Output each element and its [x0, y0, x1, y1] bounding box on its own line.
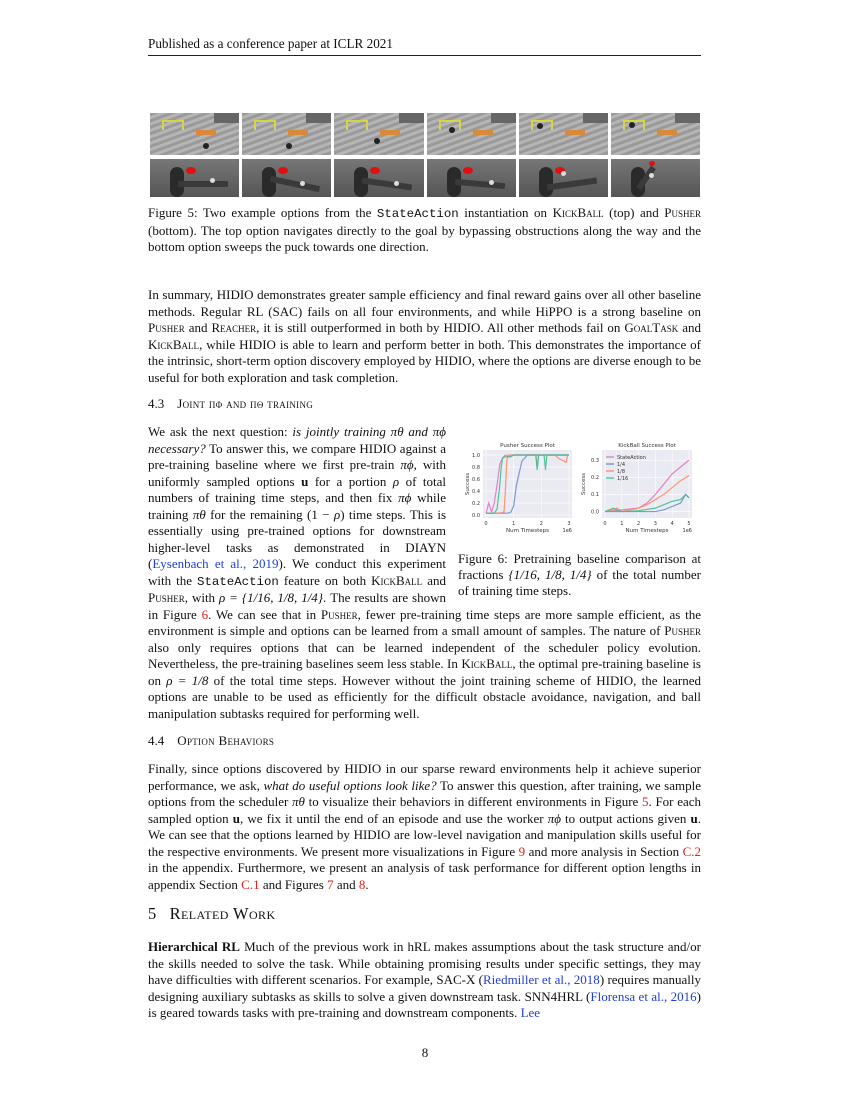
figure-5-images — [150, 113, 700, 198]
pusher-frame — [519, 159, 608, 197]
text-span: (bottom). The top option navigates directly to the goal by bypassing obstructions along the way and the bottom option sweeps the puck towards one direction. — [148, 222, 701, 254]
text-span: {1/16, 1/8, 1/4} — [508, 567, 592, 582]
text-span: Pusher — [320, 606, 358, 622]
text-span: Pusher — [664, 623, 701, 638]
text-span: for the remaining (1 − — [205, 506, 334, 522]
y-tick-label: 0.0 — [472, 512, 480, 519]
text-span: KickBall — [148, 336, 200, 352]
kickball-frame — [519, 113, 608, 155]
text-span: (top) and — [603, 205, 665, 220]
y-tick-label: 0.3 — [591, 457, 599, 464]
text-span: what do useful options look like? — [263, 777, 437, 793]
kickball-frame — [427, 113, 516, 155]
text-span: πθ — [192, 506, 206, 522]
text-span: Pusher — [148, 590, 185, 605]
text-span: instantiation on — [458, 205, 553, 220]
running-header: Published as a conference paper at ICLR 2021 — [148, 36, 701, 56]
chart-title: Pusher Success Plot — [500, 443, 555, 449]
y-tick-label: 0.1 — [591, 492, 599, 499]
text-span: . We can see that in — [208, 606, 321, 622]
section-number: 4.3 — [148, 396, 165, 411]
cross-reference-link[interactable]: 8 — [358, 876, 366, 892]
figure-5-caption — [148, 205, 701, 256]
cross-reference-link[interactable]: 9 — [518, 843, 526, 859]
text-span: Figure 6: Pretraining baseline comparison at fractions — [458, 551, 701, 582]
page-number: 8 — [421, 1045, 429, 1060]
text-span: ). We conduct this experiment with the — [148, 556, 446, 588]
text-span: GoalTask — [624, 320, 679, 335]
text-span: in the appendix. Furthermore, we present an analysis of task performance for different option lengths in appendix Section — [148, 860, 701, 892]
x-axis-label: Num Timesteps — [506, 528, 549, 534]
text-span: , the optimal pre-training baseline is on — [148, 656, 701, 688]
citation-link[interactable]: Eysenbach et al., 2019 — [152, 556, 279, 571]
text-span: of the total number of training time steps. — [458, 567, 702, 598]
text-span: We ask the next question: — [148, 424, 293, 439]
text-span: ) time steps. This is essentially using pre-trained options for downstream higher-level tasks as demonstrated in DIAYN ( — [148, 506, 447, 571]
text-span: . For each sampled option — [148, 794, 702, 826]
x-tick-label: 2 — [637, 521, 641, 527]
text-span: , while HIDIO is able to learn and perform better in both. This demonstrates the importance of the intrinsic, short-term option discovery employed by HIDIO, where the options are diverse enough to be useful for both exploration and task completion. — [148, 336, 701, 385]
citation-link[interactable]: Riedmiller et al., 2018 — [483, 972, 600, 987]
text-span: Pusher — [664, 205, 701, 220]
text-span: Figure 5: Two example options from the — [148, 205, 377, 220]
x-axis-label: Num Timesteps — [625, 528, 669, 534]
plot-area — [483, 450, 572, 518]
cross-reference-link[interactable]: 7 — [327, 876, 334, 892]
text-span: , fewer pre-training time steps are more sample efficient, as the environment is simple and options can be learned from a small amount of samples. The nature of — [148, 606, 701, 638]
pusher-frame — [334, 159, 423, 197]
section-number: 4.4 — [148, 733, 165, 748]
section-title: Related Work — [169, 904, 276, 923]
related-work-paragraph — [148, 939, 701, 1022]
cross-reference-link[interactable]: 6 — [201, 606, 209, 622]
x-tick-label: 4 — [670, 521, 674, 527]
y-tick-label: 0.6 — [472, 476, 480, 483]
text-span: for a portion — [308, 473, 393, 489]
text-span: , with — [184, 590, 219, 605]
x-scale-label: 1e6 — [562, 528, 572, 534]
text-span: u — [690, 810, 698, 826]
text-span: and — [184, 320, 212, 335]
text-span: ) requires manually designing auxiliary subtasks as skills to solve a given downstream task. SNN4HRL ( — [148, 972, 702, 1004]
section-4-4-heading — [148, 733, 701, 749]
section-5-heading — [148, 904, 701, 924]
y-axis-label: Success — [581, 472, 587, 496]
text-span: πθ — [292, 794, 305, 809]
text-span: . We can see that the options learned by HIDIO are low-level navigation and manipulation skills useful for the respective environments. We present more visualizations in Figure — [148, 810, 702, 859]
y-tick-label: 0.4 — [472, 488, 480, 495]
summary-paragraph — [148, 287, 701, 386]
cross-reference-link[interactable]: C.2 — [682, 843, 701, 859]
legend-label: StateAction — [617, 454, 646, 461]
text-span: , with uniformly sampled options — [148, 457, 446, 489]
text-span: πϕ — [547, 810, 561, 826]
kickball-frame — [150, 113, 239, 155]
text-span: and — [333, 876, 359, 892]
text-span: In summary, HIDIO demonstrates greater sample efficiency and final reward gains over all other baseline methods. Regular RL (SAC) fails on all four environments, and while HiPPO is a strong baseline on — [148, 287, 701, 319]
text-span: KickBall — [371, 572, 423, 588]
text-span: KickBall — [461, 656, 513, 671]
text-span: is jointly training πθ and πϕ necessary? — [148, 424, 446, 456]
pusher-frame — [242, 159, 331, 197]
cross-reference-link[interactable]: C.1 — [241, 876, 260, 892]
text-span: to output actions given — [560, 810, 691, 826]
text-span: and more analysis in Section — [525, 843, 683, 859]
text-span: StateAction — [197, 574, 279, 589]
section-4-3-heading — [148, 396, 701, 412]
y-tick-label: 0.0 — [591, 509, 599, 516]
citation-link[interactable]: Lee — [520, 1005, 541, 1020]
text-span: u — [301, 473, 309, 489]
pusher-frame — [150, 159, 239, 197]
x-tick-label: 0 — [484, 521, 488, 527]
legend-label: 1/8 — [617, 468, 626, 475]
text-span: u — [232, 810, 240, 826]
x-tick-label: 0 — [603, 521, 607, 527]
text-span: feature on both — [278, 572, 372, 588]
text-span: of total numbers of training time steps, and then fix — [148, 473, 447, 505]
text-span: . The results are shown in Figure — [148, 590, 446, 622]
text-span: To answer this, we compare HIDIO against a pre-training baseline where we first pre-train — [148, 440, 446, 472]
y-tick-label: 1.0 — [472, 452, 480, 459]
text-span: KickBall — [552, 205, 604, 220]
text-span: ρ = {1/16, 1/8, 1/4} — [219, 590, 324, 605]
text-span: Hierarchical RL — [148, 939, 240, 954]
text-span: Reacher — [211, 320, 257, 335]
citation-link[interactable]: Florensa et al., 2016 — [590, 988, 697, 1004]
kickball-frame — [611, 113, 700, 155]
kickball-frames — [150, 113, 700, 155]
figure-6-caption — [458, 551, 701, 599]
section-title: Option Behaviors — [177, 733, 275, 748]
option-behaviors-paragraph — [148, 761, 701, 893]
text-span: and Figures — [259, 876, 328, 892]
x-scale-label: 1e6 — [682, 528, 692, 534]
pusher-frame — [611, 159, 700, 197]
text-span: also only requires options that can be learned independent of the scheduler policy evolution. Nevertheless, the pre-training baselines seem less stable. In — [148, 639, 701, 671]
figure-6-charts — [455, 437, 705, 547]
text-span: Pusher — [148, 320, 185, 335]
text-span: Finally, since options discovered by HIDIO in our sparse reward environments help it achieve superior performance, we ask, — [148, 761, 701, 793]
text-span: , we fix it until the end of an episode and use the worker — [240, 810, 548, 826]
text-span: πϕ — [398, 490, 412, 505]
x-tick-label: 1 — [620, 521, 624, 527]
section-title: Joint πϕ and πθ training — [177, 396, 314, 411]
pusher-frame — [427, 159, 516, 197]
text-span: . — [365, 876, 369, 892]
x-tick-label: 5 — [687, 521, 691, 527]
x-tick-label: 3 — [567, 521, 571, 527]
legend-label: 1/16 — [617, 475, 629, 482]
text-span: πϕ — [400, 457, 414, 472]
x-tick-label: 1 — [512, 521, 516, 527]
cross-reference-link[interactable]: 5 — [642, 794, 649, 809]
text-span: while training — [148, 490, 446, 522]
y-tick-label: 0.8 — [472, 464, 480, 471]
text-span: Much of the previous work in hRL makes assumptions about the task structure and/or the skills needed to solve the task. While obtaining promising results under specific settings, they may have difficulties with different scenarios. For example, SAC-X ( — [148, 939, 701, 987]
text-span: , it is still outperformed in both by HIDIO. All other methods fail on — [256, 320, 625, 335]
text-span: to visualize their behaviors in different environments in Figure — [304, 794, 642, 809]
x-tick-label: 3 — [653, 521, 657, 527]
chart-title: KickBall Success Plot — [618, 443, 676, 449]
y-tick-label: 0.2 — [472, 500, 480, 507]
text-span: ) is geared towards tasks with pre-training and downstream components. — [148, 988, 701, 1020]
text-span: and — [422, 572, 446, 588]
text-span: To answer this question, after training, we sample options from the scheduler — [148, 777, 702, 809]
text-span: ρ — [333, 506, 341, 522]
section-number: 5 — [148, 904, 157, 923]
text-span: of the total time steps. However without the joint training scheme of HIDIO, the learned options are unable to be used as efficiently for the difficult obstacle avoidance, navigation, and ball manipulation subtasks required for performing well. — [148, 672, 702, 721]
kickball-frame — [334, 113, 423, 155]
y-tick-label: 0.2 — [591, 475, 599, 482]
x-tick-label: 2 — [539, 521, 543, 527]
pusher-frames — [150, 159, 700, 201]
kickball-frame — [242, 113, 331, 155]
legend-label: 1/4 — [617, 461, 626, 468]
y-axis-label: Success — [465, 472, 471, 496]
text-span: StateAction — [376, 207, 459, 221]
text-span: ρ = 1/8 — [166, 672, 209, 688]
text-span: ρ — [392, 473, 400, 489]
text-span: and — [678, 320, 701, 335]
